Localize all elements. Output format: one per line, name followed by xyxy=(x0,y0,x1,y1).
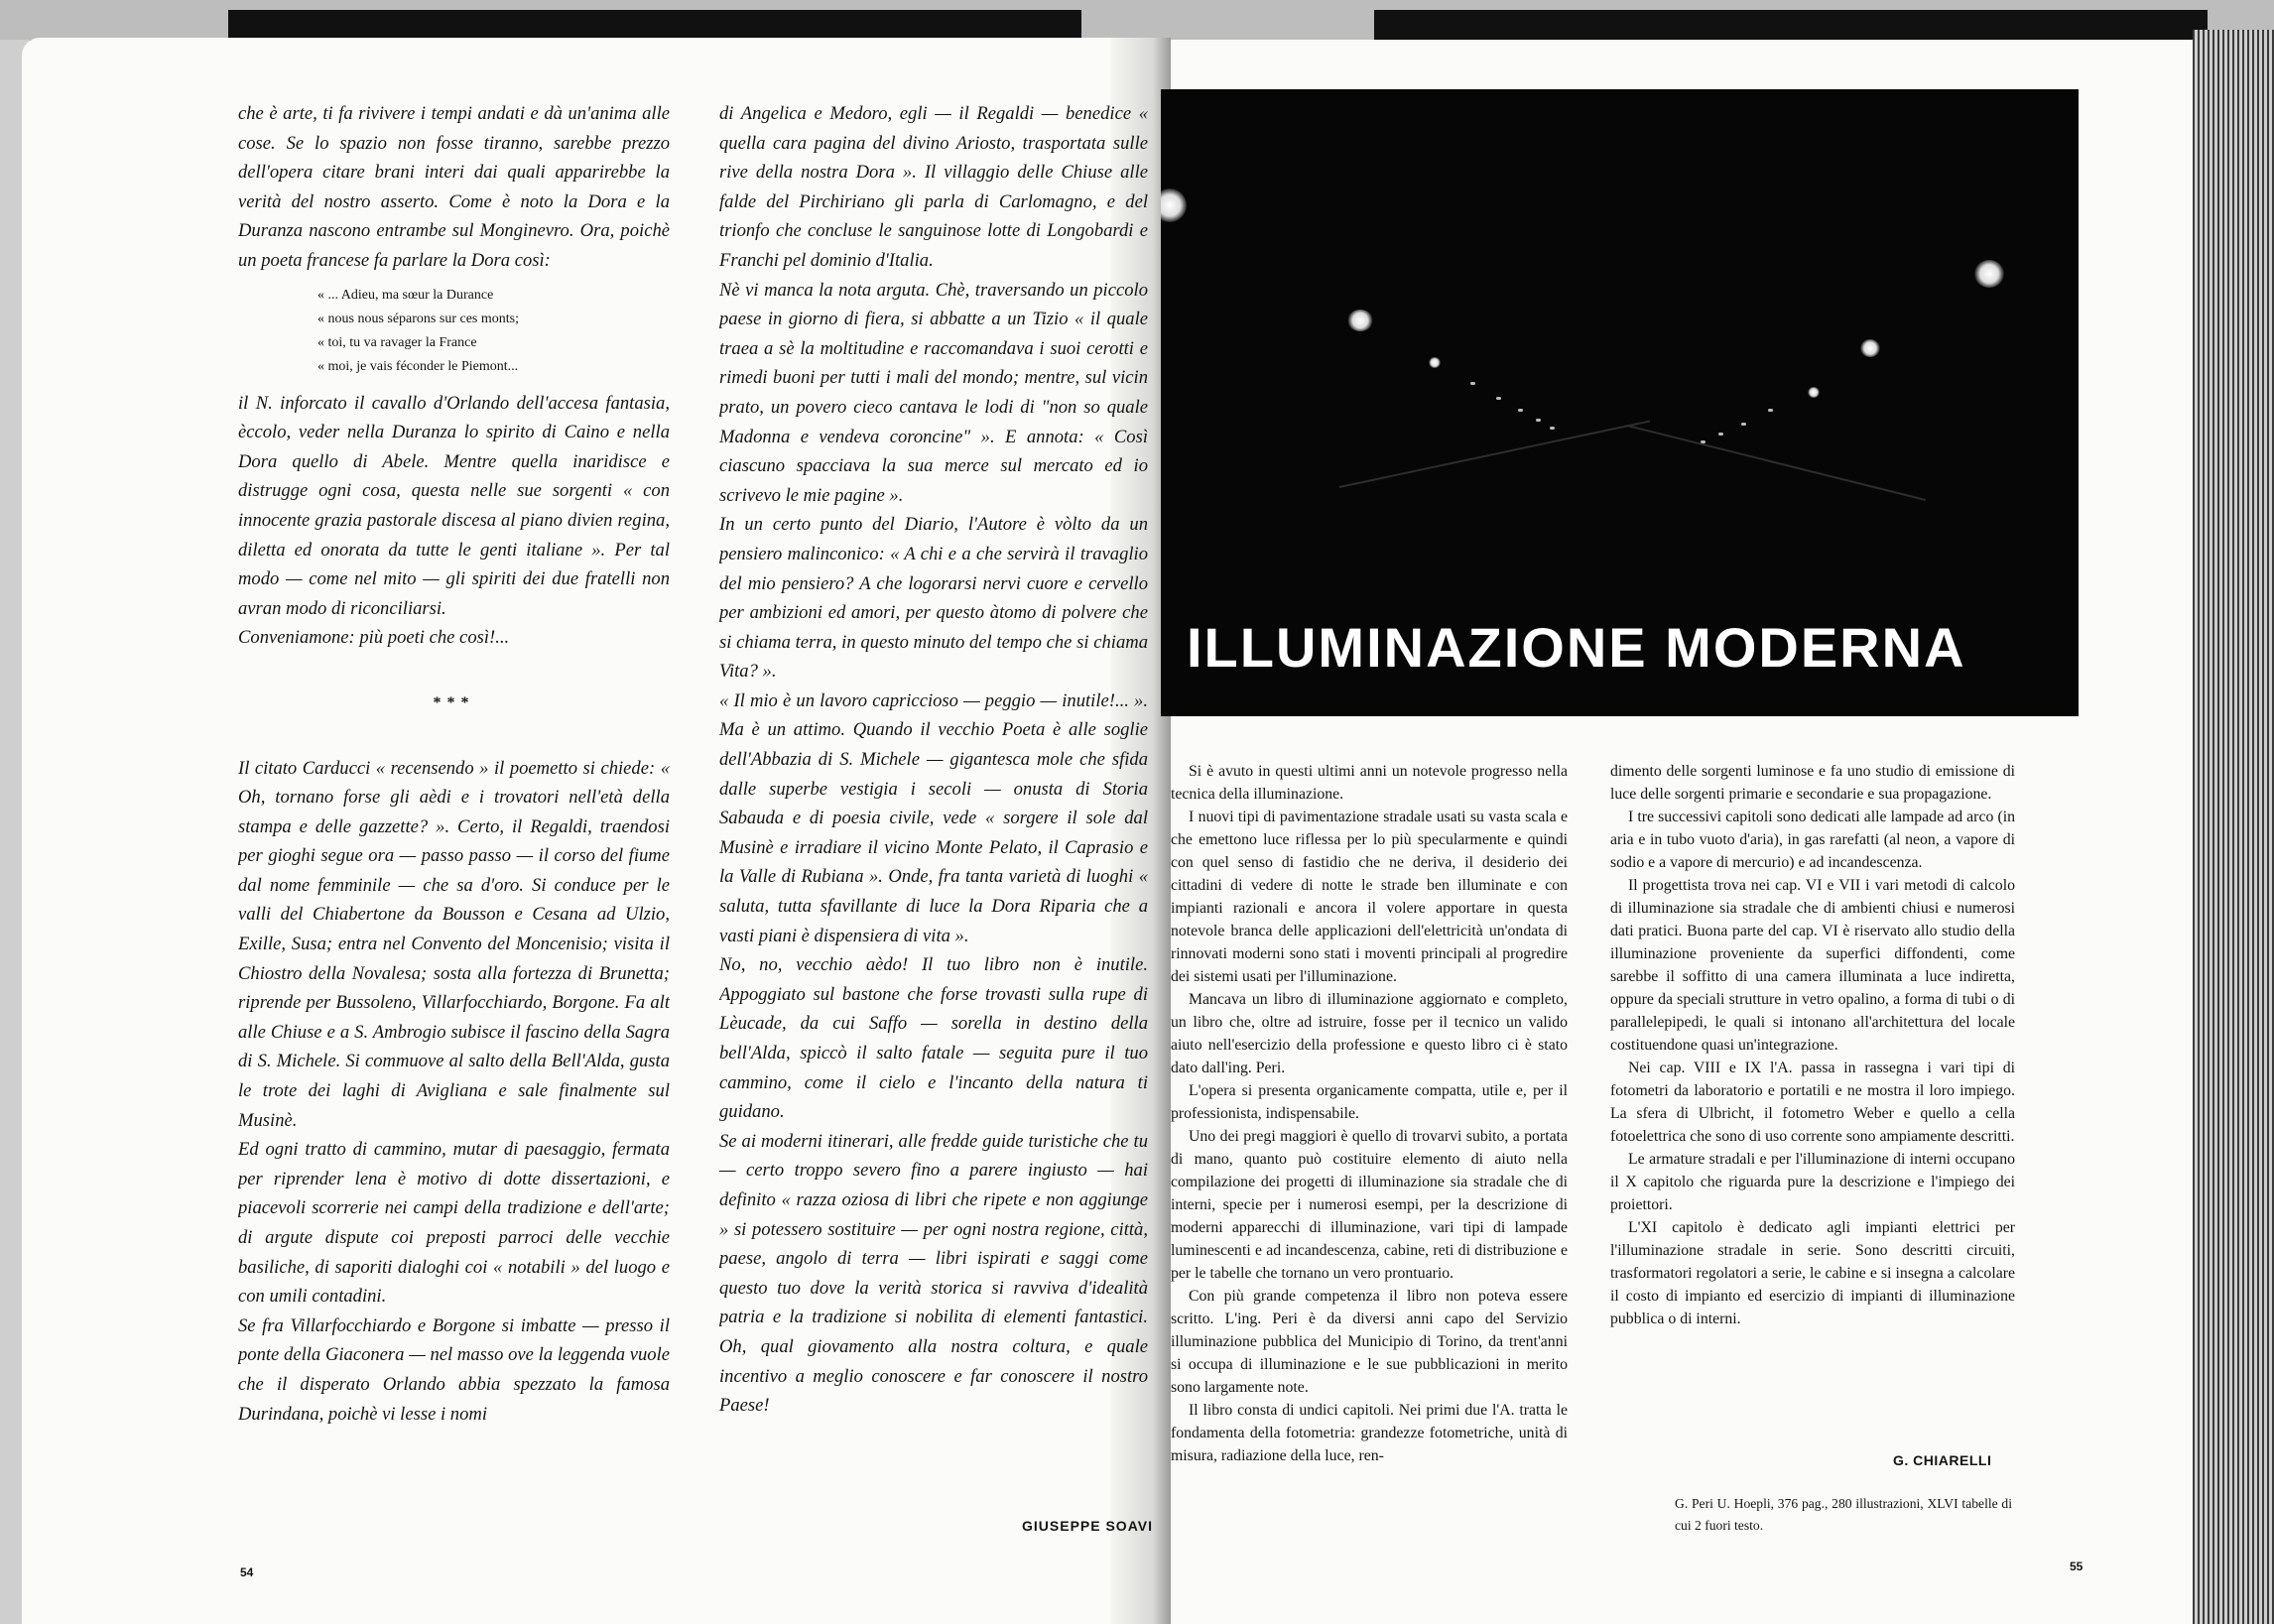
paragraph: Conveniamone: più poeti che così!... xyxy=(238,627,510,649)
paragraph: che è arte, ti fa rivivere i tempi andati e dà un'anima alle cose. Se lo spazio non fosse tiranno, sarebbe prezzo dell'opera citare brani interi dai quali apparirebbe la verità del nostro asserto. Come è noto la Dora e la Duranza nascono entrambe sul Monginevro. Ora, poichè un poeta francese fa parlare la Dora così: xyxy=(238,103,670,271)
paragraph: Il citato Carducci « recensendo » il poemetto si chiede: « Oh, tornano forse gli aèdi e i trovatori nell'età della stampa e delle gazzette? ». Certo, il Regaldi, traendosi per gioghi segue ora — passo passo — il corso del fiume dal nome femminile — che sa d'oro. Si conduce per le valli del Chiabertone da Bousson e Cesana ad Ulzio, Exille, Susa; entra nel Convento del Moncenisio; visita il Chiostro della Novalesa; sosta alla fortezza di Brunetta; riprende per Bussoleno, Villarfocchiardo, Borgone. Fa alt alle Chiuse e a S. Ambrogio subisce il fascino della Sagra di S. Michele. Si commuove al salto della Bell'Alda, gusta le trote dei laghi di Avigliana e sale finalmente sul Musinè. xyxy=(238,757,670,1131)
paragraph: Si è avuto in questi ultimi anni un notevole progresso nella tecnica della illuminazione. xyxy=(1171,763,1568,803)
paragraph: Il libro consta di undici capitoli. Nei primi due l'A. tratta le fondamenta della fotometria: grandezze fotometriche, unità di misura, radiazione della luce, ren- xyxy=(1171,1402,1568,1464)
paragraph: Se fra Villarfocchiardo e Borgone si imbatte — presso il ponte della Giaconera — nel masso ove la leggenda vuole che il disperato Orlando abbia spezzato la famosa Durindana, poichè vi lesse i nomi xyxy=(238,1314,670,1425)
paragraph: Nei cap. VIII e IX l'A. passa in rassegna i vari tipi di fotometri da laboratorio e portatili e ne mostra il loro impiego. La sfera di Ulbricht, il fotometro Weber e quello a cella fotoelettrica che sono di uso corrente sono ampiamente descritti. xyxy=(1610,1060,2015,1145)
paragraph: Ed ogni tratto di cammino, mutar di paesaggio, fermata per riprender lena è motivo di dotte dissertazioni, e piacevoli scorrerie nei campi della tradizione e dell'arte; di argute dispute coi preposti parroci delle vecchie basiliche, di saporiti dialoghi coi « notabili » del luogo e con umili contadini. xyxy=(238,1139,670,1308)
article-headline: ILLUMINAZIONE MODERNA xyxy=(1187,616,1966,679)
street-lamp xyxy=(1429,357,1441,368)
street-lamp xyxy=(1347,310,1373,331)
road-edge-line xyxy=(1339,420,1650,487)
verse-line: « moi, je vais féconder le Piemont... xyxy=(317,358,519,374)
verse-line: « toi, tu va ravager la France xyxy=(317,334,477,350)
street-lamp xyxy=(1768,409,1773,412)
section-separator: *** xyxy=(433,693,475,711)
author-signature-right: G. CHIARELLI xyxy=(1893,1452,1992,1468)
scan-top-bar-right xyxy=(1374,10,2208,40)
street-lamp xyxy=(1550,427,1555,430)
paragraph: Con più grande competenza il libro non poteva essere scritto. L'ing. Peri è da diversi anni capo del Servizio illuminazione pubblica del Municipio di Torino, da trent'anni si occupa di illuminazione e le sue pubblicazioni in merito sono largamente note. xyxy=(1171,1288,1568,1396)
verse-line: « ... Adieu, ma sœur la Durance xyxy=(317,287,494,303)
street-lamp xyxy=(1860,339,1880,357)
paragraph: Le armature stradali e per l'illuminazione di interni occupano il X capitolo che riguarda pure la descrizione e l'impiego dei proiettori. xyxy=(1610,1151,2015,1213)
paragraph: Mancava un libro di illuminazione aggiornato e completo, un libro che, oltre ad istruire, fosse per il tecnico un valido aiuto nell'esercizio della professione e questo libro ci è stato dato dall'ing. Peri. xyxy=(1171,991,1568,1076)
page-number-left: 54 xyxy=(240,1565,254,1579)
paragraph: il N. inforcato il cavallo d'Orlando dell'accesa fantasia, èccolo, veder nella Duranza lo spirito di Caino e nella Dora quello di Abele. Mentre quella inaridisce e distrugge ogni cosa, questa nelle sue sorgenti « con innocente grazia pastorale discesa al piano divien regina, diletta ed onorata da tutte le genti italiane ». Per tal modo — come nel mito — gli spiriti dei due fratelli non avran modo di riconciliarsi. xyxy=(238,392,670,619)
paragraph: « Il mio è un lavoro capriccioso — peggio — inutile!... ». Ma è un attimo. Quando il vecchio Poeta è alle soglie dell'Abbazia di S. Michele — gigantesca mole che sfida dalle superbe vestigia i secoli — onusta di Storia Sabauda e di poesia civile, vede « sorgere il sole dal Musinè e irradiare il vicino Monte Pelato, il Caprasio e la Valle di Rubiana ». Onde, fra tanta varietà di luoghi « saluta, tutta sfavillante di luce la Dora Riparia che a vasti piani è dispensiera di vita ». xyxy=(719,689,1148,946)
paragraph: Uno dei pregi maggiori è quello di trovarvi subito, a portata di mano, quanto può costituire elemento di aiuto nella compilazione dei progetti di illuminazione sia stradale che di interni, specie per i numerosi esempi, per la descrizione di moderni apparecchi di illuminazione, vari tipi di lampade luminescenti e ad incandescenza, cabine, reti di distribuzione e per le tabelle che tornano un vero prontuario. xyxy=(1171,1128,1568,1282)
street-lamp xyxy=(1974,260,2004,288)
street-lamp xyxy=(1808,387,1820,398)
page-stack-edge xyxy=(2193,30,2274,1624)
book-reference-footnote: G. Peri U. Hoepli, 376 pag., 280 illustrazioni, XLVI tabelle di cui 2 fuori testo. xyxy=(1675,1496,2012,1533)
right-column-2 xyxy=(1610,760,2015,1330)
street-lamp xyxy=(1718,433,1723,436)
street-lamp xyxy=(1161,188,1187,222)
street-lamp xyxy=(1496,397,1501,400)
paragraph: Se ai moderni itinerari, alle fredde guide turistiche che tu — certo troppo severo fino a parere ingiusto — hai definito « razza oziosa di libri che ripete e non aggiunge » si potessero sostituire — per ogni nostra regione, città, paese, angolo di terra — libri ispirati e saggi come questo tuo dove la verità storica si ravviva d'idealità patria e la tradizione si nobilita di elementi fantastici. Oh, qual giovamento alla nostra coltura, e quale incentivo a meglio conoscere e far conoscere il nostro Paese! xyxy=(719,1130,1148,1417)
left-column-1 xyxy=(238,99,670,1429)
street-lamp xyxy=(1470,382,1475,385)
street-lamp xyxy=(1741,423,1746,426)
page-number-right: 55 xyxy=(2070,1560,2084,1573)
left-column-2 xyxy=(719,99,1148,1421)
verse-line: « nous nous séparons sur ces monts; xyxy=(317,311,519,326)
paragraph: L'XI capitolo è dedicato agli impianti elettrici per l'illuminazione stradale in serie. Sono descritti circuiti, trasformatori regolatori a serie, le cabine e si insegna a calcolare il costo di impianto ed esercizio di impianti di illuminazione pubblica o di interni. xyxy=(1610,1219,2015,1327)
paragraph: I tre successivi capitoli sono dedicati alle lampade ad arco (in aria e in tubo vuoto d'aria), in gas rarefatti (al neon, a vapore di sodio e a vapore di mercurio) e ad incandescenza. xyxy=(1610,809,2015,871)
scan-top-bar-left xyxy=(228,10,1081,40)
road-edge-line xyxy=(1627,425,1926,501)
paragraph: I nuovi tipi di pavimentazione stradale usati su vasta scala e che emettono luce riflessa per lo più specularmente e quindi con quel senso di fastidio che ne deriva, il desiderio dei cittadini di vedere di notte le strade ben illuminate e con impianti razionali e ancora il volere apportare in questa notevole branca delle applicazioni dell'elettricità un'ondata di rinnovati moderni sono stati i moventi principali al progredire dei sistemi usati per l'illuminazione. xyxy=(1171,809,1568,985)
street-lamp xyxy=(1536,419,1541,422)
paragraph: L'opera si presenta organicamente compatta, utile e, per il professionista, indispensabile. xyxy=(1171,1082,1568,1122)
paragraph: Il progettista trova nei cap. VI e VII i vari metodi di calcolo di illuminazione sia stradale che di ambienti chiusi e numerosi dati pratici. Buona parte del cap. VI è riservato allo studio della illuminazione proveniente da superfici diffondenti, come sarebbe il soffitto di una camera illuminata a luce indiretta, oppure da speciali strutture in vetro opalino, a forma di tubi o di parallelepipedi, le quali si intonano all'architettura del locale costituendone quasi un'integrazione. xyxy=(1610,877,2015,1054)
paragraph: In un certo punto del Diario, l'Autore è vòlto da un pensiero malinconico: « A chi e a che servirà il travaglio del mio pensiero? A che logorarsi nervi cuore e cervello per ambizioni ed amori, per questo àtomo di polvere che si chiama terra, in questo minuto del tempo che si chiama Vita? ». xyxy=(719,514,1148,683)
paragraph: Nè vi manca la nota arguta. Chè, traversando un piccolo paese in giorno di fiera, si abbatte a un Tizio « il quale traea a sè la moltitudine e raccomandava i suoi cerotti e rimedi buoni per tutti i mali del mondo; mentre, sul vicin prato, un povero cieco cantava le lodi di "non so quale Madonna e vendeva coroncine" ». E annota: « Così ciascuno spacciava la sua merce sul mercato ed io scrivevo le mie pagine ». xyxy=(719,279,1148,506)
paragraph: No, no, vecchio aèdo! Il tuo libro non è inutile. Appoggiato sul bastone che forse trovasti sulla rupe di Lèucade, da cui Saffo — sorella in destino della bell'Alda, spiccò il salto fatale — seguita pure il tuo cammino, come il cielo e l'incanto della natura ti guidano. xyxy=(719,954,1148,1123)
paragraph: dimento delle sorgenti luminose e fa uno studio di emissione di luce delle sorgenti primarie e secondarie e sua propagazione. xyxy=(1610,763,2015,803)
right-column-1 xyxy=(1171,760,1568,1467)
street-lamp xyxy=(1518,409,1523,412)
paragraph: di Angelica e Medoro, egli — il Regaldi — benedice « quella cara pagina del divino Ariosto, trasportata sulle rive della nostra Dora ». Il villaggio delle Chiuse alle falde del Pirchiriano gli parla di Carlomagno, e del trionfo che concluse le sanguinose lotte di Longobardi e Franchi pel dominio d'Italia. xyxy=(719,103,1148,271)
french-verse xyxy=(317,284,670,379)
author-signature-left: GIUSEPPE SOAVI xyxy=(1022,1518,1153,1534)
